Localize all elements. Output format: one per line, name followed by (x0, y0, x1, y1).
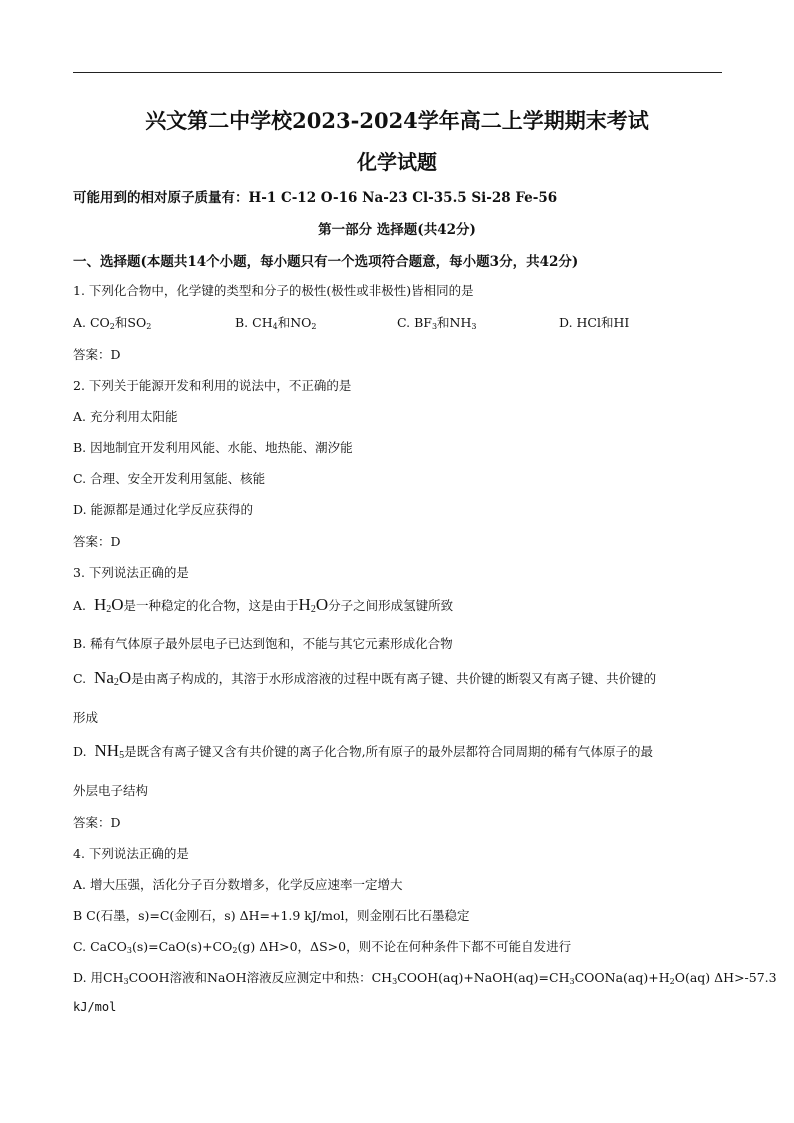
q3-option-a: A. $H_2O$是一种稳定的化合物，这是由于$H_2O$分子之间形成氢键所致 (73, 595, 454, 615)
q4-option-b: B C(石墨，s)=C(金刚石，s) ΔH=+1.9 kJ/mol，则金刚石比石墨稳定 (73, 908, 470, 923)
q4-option-a: A. 增大压强，活化分子百分数增多，化学反应速率一定增大 (73, 877, 403, 892)
q1-option-d: D. HCl和HI (559, 315, 630, 330)
top-rule (73, 72, 722, 73)
q3-option-b: B. 稀有气体原子最外层电子已达到饱和，不能与其它元素形成化合物 (73, 636, 453, 651)
subject-title: 化学试题 (357, 150, 437, 174)
q3-stem: 3. 下列说法正确的是 (73, 565, 189, 580)
exam-title: 兴文第二中学校2023-2024学年高二上学期期末考试 (145, 108, 649, 133)
q4-stem: 4. 下列说法正确的是 (73, 846, 189, 861)
q3-answer: 答案：D (73, 815, 121, 830)
q2-option-c: C. 合理、安全开发利用氢能、核能 (73, 471, 266, 486)
q2-option-a: A. 充分利用太阳能 (73, 409, 178, 424)
q4-option-c: C. $CaCO_3(s)=CaO(s)+CO_2(g)$ ΔH>0，ΔS>0，则不论在何种条件下都不可能自发进行 (73, 939, 572, 955)
q4-option-d-cont: kJ/mol (73, 1000, 117, 1014)
q1-option-c: C. $BF_3$和$NH_3$ (397, 315, 477, 331)
q3-option-d-cont: 外层电子结构 (73, 783, 149, 798)
q3-option-c: C. $Na_2O$是由离子构成的，其溶于水形成溶液的过程中既有离子键、共价键的断裂又有离子键、共价键的 (73, 668, 657, 688)
q1-option-a: A. $CO_2$和$SO_2$ (73, 315, 152, 331)
q2-answer: 答案：D (73, 534, 121, 549)
q2-option-b: B. 因地制宜开发利用风能、水能、地热能、潮汐能 (73, 440, 353, 455)
q3-option-d: D. $NH_5$是既含有离子键又含有共价键的离子化合物,所有原子的最外层都符合同周期的稀有气体原子的最 (73, 741, 654, 761)
q2-option-d: D. 能源都是通过化学反应获得的 (73, 502, 254, 517)
atomic-masses: 可能用到的相对原子质量有：H-1 C-12 O-16 Na-23 Cl-35.5 Si-28 Fe-56 (73, 190, 558, 206)
section-heading: 一、选择题(本题共14个小题，每小题只有一个选项符合题意，每小题3分，共42分) (73, 254, 579, 270)
q1-option-b: B. $CH_4$和$NO_2$ (235, 315, 317, 331)
q4-option-d: D. 用$CH_3COOH$溶液和NaOH溶液反应测定中和热：$CH_3COOH(aq)+NaOH(aq)=CH_3COONa(aq)+H_2O(aq)$ ΔH>-57.3 (73, 970, 777, 986)
q2-stem: 2. 下列关于能源开发和利用的说法中，不正确的是 (73, 378, 352, 393)
q1-stem: 1. 下列化合物中，化学键的类型和分子的极性(极性或非极性)皆相同的是 (73, 283, 474, 298)
q1-answer: 答案：D (73, 347, 121, 362)
part-heading: 第一部分 选择题(共42分) (318, 222, 476, 238)
q3-option-c-cont: 形成 (73, 710, 99, 725)
